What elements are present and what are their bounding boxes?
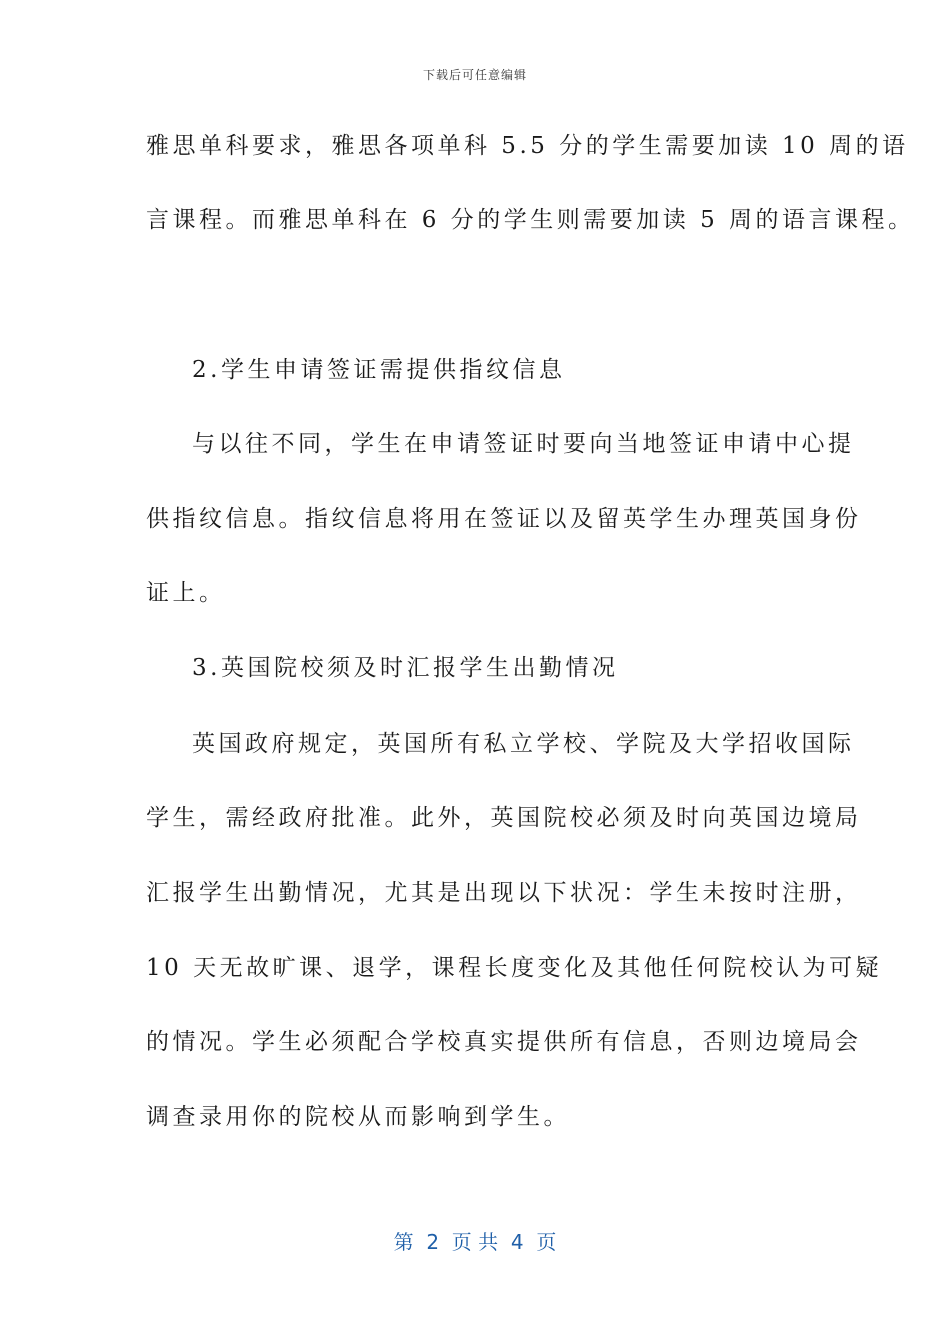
section-heading: 3.英国院校须及时汇报学生出勤情况	[192, 655, 619, 681]
body-line: 的情况。学生必须配合学校真实提供所有信息，否则边境局会	[146, 1029, 862, 1055]
body-line: 证上。	[146, 580, 226, 606]
header-note: 下载后可任意编辑	[422, 68, 527, 82]
body-line: 供指纹信息。指纹信息将用在签证以及留英学生办理英国身份	[146, 506, 862, 532]
body-line: 雅思单科要求，雅思各项单科 5.5 分的学生需要加读 10 周的语	[146, 133, 909, 159]
body-line: 英国政府规定，英国所有私立学校、学院及大学招收国际	[192, 731, 855, 757]
body-line: 言课程。而雅思单科在 6 分的学生则需要加读 5 周的语言课程。	[146, 207, 915, 233]
body-line: 调查录用你的院校从而影响到学生。	[146, 1104, 570, 1130]
body-line: 学生，需经政府批准。此外，英国院校必须及时向英国边境局	[146, 805, 862, 831]
body-line: 10 天无故旷课、退学，课程长度变化及其他任何院校认为可疑	[146, 955, 883, 981]
section-heading: 2.学生申请签证需提供指纹信息	[192, 357, 566, 383]
body-line: 汇报学生出勤情况，尤其是出现以下状况：学生未按时注册，	[146, 880, 862, 906]
body-line: 与以往不同，学生在申请签证时要向当地签证申请中心提	[192, 431, 855, 457]
page-number: 第 2 页 共 4 页	[393, 1230, 557, 1254]
